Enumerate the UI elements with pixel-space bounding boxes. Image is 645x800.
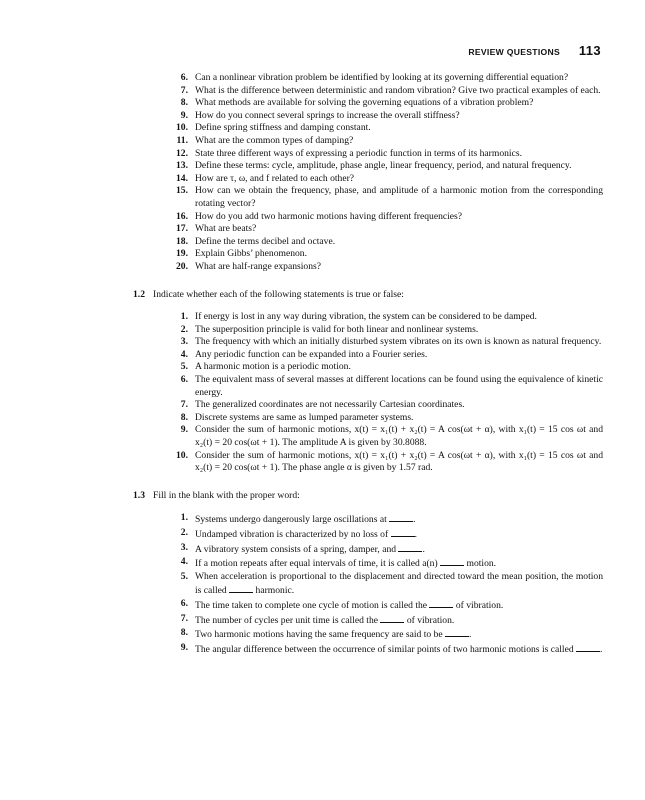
item-text: How do you connect several springs to increase the overall stiffness?: [195, 109, 460, 121]
item-number: 8.: [180, 411, 188, 423]
fill-in-blank-list: [163, 512, 603, 656]
item-number: 18.: [176, 235, 188, 247]
list-item: [163, 571, 603, 598]
item-number: 5.: [180, 570, 188, 582]
item-text: What are the common types of damping?: [195, 134, 354, 146]
list-item: [163, 85, 603, 98]
item-text: The superposition principle is valid for both linear and nonlinear systems.: [195, 323, 479, 335]
item-number: 7.: [180, 612, 188, 624]
answer-blank: [445, 627, 469, 637]
item-number: 9.: [180, 641, 188, 653]
item-text: If energy is lost in any way during vibration, the system can be considered to be damped.: [195, 311, 537, 323]
list-item: [163, 336, 603, 349]
item-number: 16.: [176, 210, 188, 222]
item-number: 11.: [176, 134, 188, 146]
item-number: 6.: [180, 597, 188, 609]
section-instruction: Indicate whether each of the following statements is true or false:: [153, 288, 404, 300]
item-number: 2.: [180, 527, 188, 538]
item-text-end: .: [600, 643, 603, 655]
list-item: [163, 412, 603, 425]
list-item: [163, 311, 603, 324]
list-item: [163, 173, 603, 186]
item-number: 1.: [180, 512, 188, 524]
section-instruction: Fill in the blank with the proper word:: [153, 489, 300, 501]
item-text: The number of cycles per unit time is called the: [195, 614, 379, 626]
item-number: 13.: [176, 160, 188, 172]
item-text-end: harmonic.: [255, 585, 295, 597]
item-text: When acceleration is proportional to the displacement and directed toward the mean position, the motion is called: [195, 570, 603, 597]
list-item: [163, 598, 603, 613]
answer-blank: [398, 542, 422, 552]
item-number: 8.: [180, 97, 188, 109]
item-text-end: .: [469, 629, 472, 641]
list-item: [163, 512, 603, 527]
item-text: Discrete systems are same as lumped parameter systems.: [195, 411, 414, 423]
list-item: [163, 556, 603, 571]
list-item: [163, 236, 603, 249]
item-text: Can a nonlinear vibration problem be identified by looking at its governing differential equation?: [195, 72, 569, 83]
item-number: 6.: [180, 72, 188, 83]
item-text: Consider the sum of harmonic motions, x(t) = x₁(t) + x₂(t) = A cos(ωt + α), with x₁(t) = 15 cos ωt and x₂(t) = 20 cos(ωt + 1). The amplitude A is given by 30.8088.: [195, 424, 603, 449]
item-number: 7.: [180, 84, 188, 96]
list-item: [163, 160, 603, 173]
section-heading: [133, 289, 573, 302]
item-number: 4.: [180, 556, 188, 568]
item-text: If a motion repeats after equal intervals of time, it is called a(n): [195, 558, 438, 570]
item-text: The time taken to complete one cycle of motion is called the: [195, 599, 428, 611]
answer-blank: [440, 556, 464, 566]
item-text: What are half-range expansions?: [195, 260, 321, 272]
section-heading: [133, 490, 573, 503]
item-text: Consider the sum of harmonic motions, x(t) = x₁(t) + x₂(t) = A cos(ωt + α), with x₁(t) = 15 cos ωt and x₂(t) = 20 cos(ωt + 1). The phase angle α is given by 1.57 rad.: [195, 449, 603, 474]
item-text: Any periodic function can be expanded into a Fourier series.: [195, 348, 428, 360]
answer-blank: [576, 642, 600, 652]
item-text: Define spring stiffness and damping constant.: [195, 122, 371, 134]
item-number: 20.: [176, 260, 188, 272]
list-item: [163, 627, 603, 642]
list-item: [163, 185, 603, 210]
list-item: [163, 424, 603, 449]
item-text: The generalized coordinates are not necessarily Cartesian coordinates.: [195, 399, 465, 411]
item-number: 8.: [180, 627, 188, 639]
answer-blank: [429, 598, 453, 608]
item-number: 9.: [180, 424, 188, 436]
item-text: A harmonic motion is a periodic motion.: [195, 361, 351, 373]
item-number: 10.: [176, 449, 188, 461]
item-text: Define the terms decibel and octave.: [195, 235, 336, 247]
item-text: How are τ, ω, and f related to each other?: [195, 172, 355, 184]
item-text: The frequency with which an initially disturbed system vibrates on its own is known as natural frequency.: [195, 336, 602, 348]
true-false-list: [163, 311, 603, 475]
list-item: [163, 527, 603, 542]
page-number: 113: [578, 43, 601, 58]
list-item: [163, 261, 603, 274]
list-item: [163, 349, 603, 362]
running-head-title: REVIEW QUESTIONS: [468, 47, 561, 57]
item-text: What is the difference between deterministic and random vibration? Give two practical examples of each.: [195, 84, 601, 96]
item-text-end: motion.: [466, 558, 497, 570]
item-text: What are beats?: [195, 223, 257, 235]
list-item: [163, 399, 603, 412]
list-item: [163, 148, 603, 161]
list-item: [163, 450, 603, 475]
item-text: The angular difference between the occurrence of similar points of two harmonic motions is called: [195, 643, 574, 655]
item-text: Undamped vibration is characterized by no loss of: [195, 529, 389, 540]
item-number: 4.: [180, 348, 188, 360]
item-number: 1.: [180, 311, 188, 323]
item-number: 6.: [180, 374, 188, 386]
item-text: Explain Gibbs’ phenomenon.: [195, 248, 307, 260]
answer-blank: [229, 583, 253, 593]
list-item: [163, 642, 603, 657]
item-text: What methods are available for solving the governing equations of a vibration problem?: [195, 97, 534, 109]
item-text: Two harmonic motions having the same frequency are said to be: [195, 629, 443, 641]
section-1-2: [133, 288, 603, 475]
section-number: 1.3: [133, 489, 145, 501]
item-number: 19.: [176, 248, 188, 260]
item-number: 15.: [176, 185, 188, 197]
list-item: [163, 72, 603, 85]
item-text-end: .: [413, 514, 416, 526]
list-item: [163, 613, 603, 628]
item-number: 3.: [180, 336, 188, 348]
item-text-end: of vibration.: [455, 599, 504, 611]
list-item: [163, 211, 603, 224]
item-text-end: .: [422, 543, 425, 555]
list-item: [163, 361, 603, 374]
item-text: Systems undergo dangerously large oscillations at: [195, 514, 387, 526]
item-text-end: of vibration.: [406, 614, 455, 626]
item-text: How do you add two harmonic motions having different frequencies?: [195, 210, 463, 222]
item-number: 10.: [176, 122, 188, 134]
item-text: How can we obtain the frequency, phase, and amplitude of a harmonic motion from the corresponding rotating vector?: [195, 185, 603, 209]
list-item: [163, 223, 603, 236]
item-number: 2.: [180, 323, 188, 335]
answer-blank: [389, 512, 413, 522]
item-number: 7.: [180, 399, 188, 411]
section-number: 1.2: [133, 288, 145, 300]
list-item: [163, 374, 603, 399]
list-item: [163, 324, 603, 337]
item-number: 9.: [180, 109, 188, 121]
answer-blank: [380, 613, 404, 623]
item-number: 5.: [180, 361, 188, 373]
list-item: [163, 248, 603, 261]
item-number: 14.: [176, 172, 188, 184]
item-text: The equivalent mass of several masses at different locations can be found using the equivalence of kinetic energy.: [195, 374, 603, 398]
list-item: [163, 110, 603, 123]
review-questions-list: [163, 72, 603, 274]
section-1-3: [133, 489, 603, 657]
page-content: [133, 72, 603, 656]
item-text: State three different ways of expressing a periodic function in terms of its harmonics.: [195, 147, 522, 159]
item-text: Define these terms: cycle, amplitude, phase angle, linear frequency, period, and natural frequency.: [195, 160, 572, 172]
list-item: [163, 542, 603, 557]
item-text-end: .: [414, 529, 417, 540]
item-text: A vibratory system consists of a spring, damper, and: [195, 543, 397, 555]
item-number: 17.: [176, 223, 188, 235]
item-number: 12.: [176, 147, 188, 159]
running-head: [468, 43, 601, 58]
list-item: [163, 122, 603, 135]
list-item: [163, 135, 603, 148]
item-number: 3.: [180, 541, 188, 553]
answer-blank: [391, 527, 415, 537]
list-item: [163, 97, 603, 110]
